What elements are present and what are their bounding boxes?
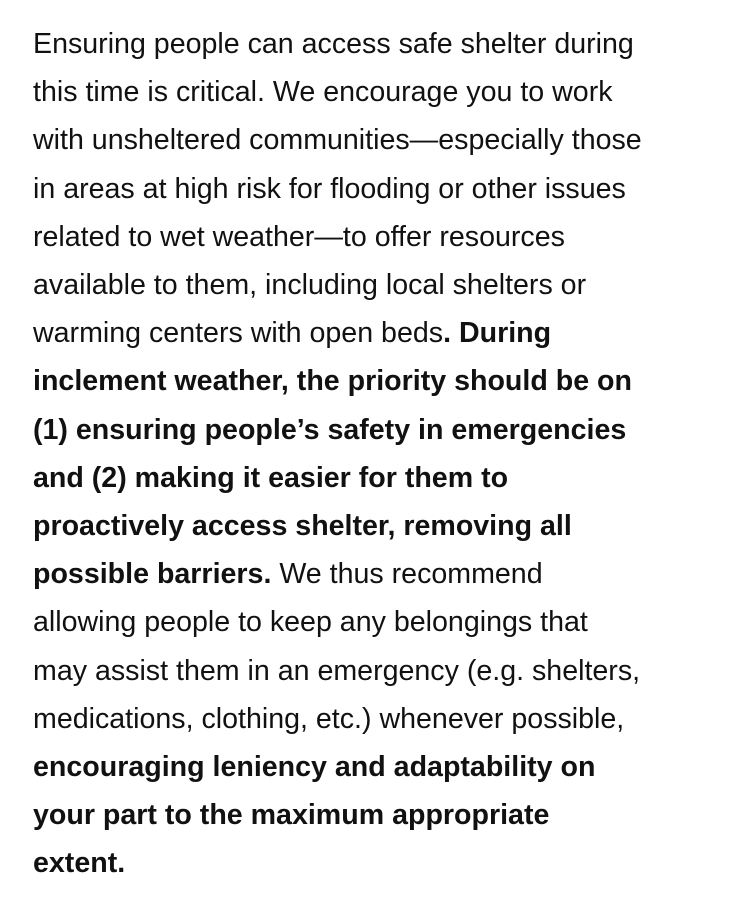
text-line-13: allowing people to keep any belongings that (33, 606, 588, 639)
text-line-4: in areas at high risk for flooding or other issues (33, 172, 626, 205)
text-line-5: related to wet weather—to offer resources (33, 220, 565, 253)
text-line-18: extent. (33, 847, 126, 880)
text-segment-regular: warming centers with open beds (33, 317, 444, 350)
text-line-3: with unsheltered communities—especially those (33, 124, 642, 157)
text-line-7 (33, 309, 733, 357)
text-line-8: inclement weather, the priority should be on (33, 365, 632, 398)
text-line-2: this time is critical. We encourage you to work (33, 76, 613, 109)
text-segment-bold: possible barriers. (33, 558, 272, 591)
text-line-11: proactively access shelter, removing all (33, 510, 572, 543)
text-line-16: encouraging leniency and adaptability on (33, 751, 596, 784)
text-line-12 (33, 550, 733, 598)
text-line-15: medications, clothing, etc.) whenever possible, (33, 702, 625, 735)
text-line-14: may assist them in an emergency (e.g. shelters, (33, 654, 641, 687)
text-line-17: your part to the maximum appropriate (33, 799, 550, 832)
text-line-9: (1) ensuring people’s safety in emergencies (33, 413, 627, 446)
text-segment-regular: We thus recommend (271, 558, 543, 591)
text-paragraph (33, 20, 733, 888)
text-segment-bold: . During (443, 317, 552, 350)
text-line-10: and (2) making it easier for them to (33, 461, 509, 494)
text-line-6: available to them, including local shelters or (33, 269, 587, 302)
text-line-1: Ensuring people can access safe shelter during (33, 28, 634, 60)
